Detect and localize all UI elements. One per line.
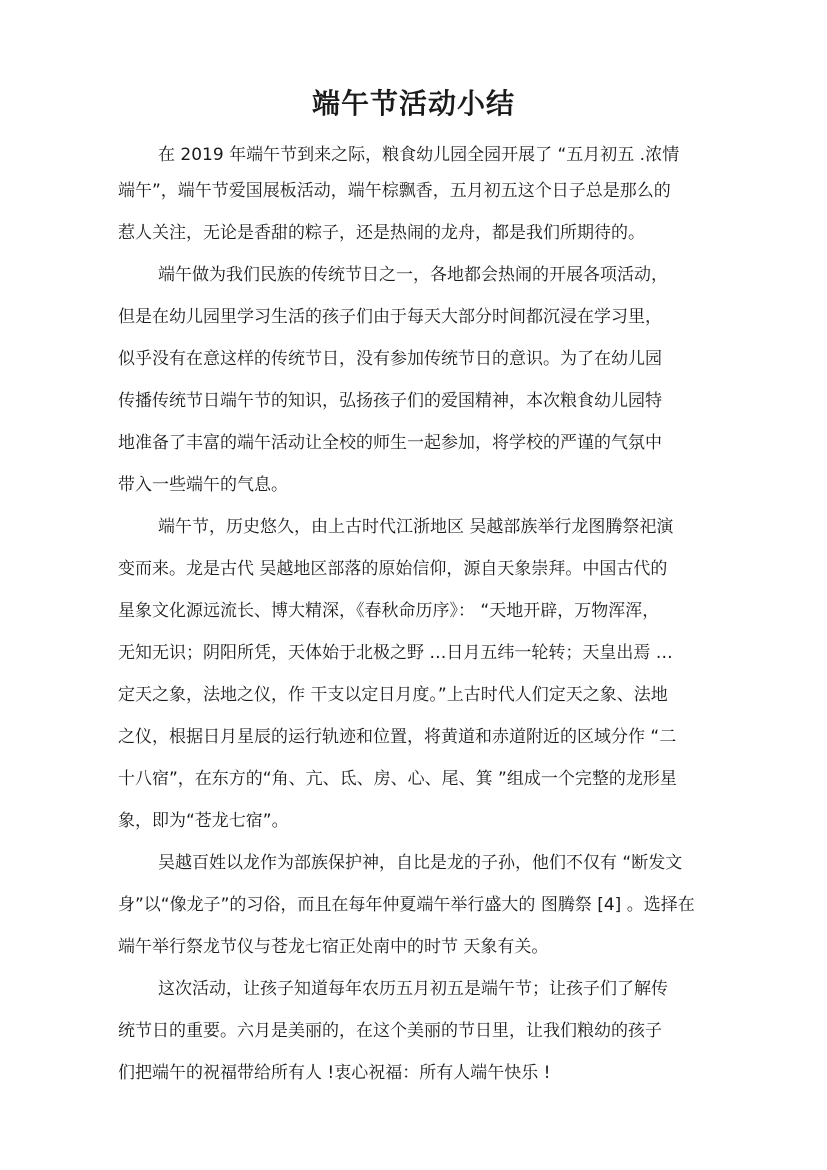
paragraph-line: 之仪，根据日月星辰的运行轨迹和位置，将黄道和赤道附近的区域分作 “二 [118, 727, 677, 747]
paragraph-line: 传播传统节日端午节的知识，弘扬孩子们的爱国精神，本次粮食幼儿园特 [118, 391, 662, 411]
paragraph-line: 端午节，历史悠久，由上古时代江浙地区 吴越部族举行龙图腾祭祀演 [158, 517, 674, 537]
paragraph-line: 定天之象，法地之仪，作 干支以定日月度。”上古时代人们定天之象、法地 [118, 685, 668, 705]
paragraph-line: 吴越百姓以龙作为部族保护神，自比是龙的子孙，他们不仅有 “断发文 [158, 853, 683, 873]
paragraph-line: 地准备了丰富的端午活动让全校的师生一起参加，将学校的严谨的气氛中 [118, 433, 662, 453]
paragraph-line: 统节日的重要。六月是美丽的，在这个美丽的节日里，让我们粮幼的孩子 [118, 1021, 662, 1041]
paragraph-line: 身”以“像龙子”的习俗，而且在每年仲夏端午举行盛大的 图腾祭 [4] 。选择在 [118, 895, 695, 915]
paragraph-line: 端午做为我们民族的传统节日之一，各地都会热闹的开展各项活动， [158, 265, 668, 285]
paragraph-line: 惹人关注，无论是香甜的粽子，还是热闹的龙舟，都是我们所期待的。 [118, 223, 645, 243]
paragraph-line: 在 2019 年端午节到来之际，粮食幼儿园全园开展了 “五月初五 .浓情 [158, 145, 680, 165]
paragraph-line: 变而来。龙是古代 吴越地区部落的原始信仰，源自天象崇拜。中国古代的 [118, 559, 668, 579]
paragraph-line: 似乎没有在意这样的传统节日，没有参加传统节日的意识。为了在幼儿园 [118, 349, 662, 369]
paragraph-line: 无知无识；阴阳所凭，天体始于北极之野 …日月五纬一轮转；天皇出焉 … [118, 643, 673, 663]
document-title: 端午节活动小结 [311, 87, 515, 120]
paragraph-line: 这次活动，让孩子知道每年农历五月初五是端午节；让孩子们了解传 [158, 979, 668, 999]
paragraph-line: 象，即为“苍龙七宿”。 [118, 811, 289, 831]
paragraph-line: 端午”，端午节爱国展板活动，端午棕飘香，五月初五这个日子总是那么的 [118, 181, 671, 201]
paragraph-line: 端午举行祭龙节仪与苍龙七宿正处南中的时节 天象有关。 [118, 937, 549, 957]
paragraph-line: 星象文化源远流长、博大精深，《春秋命历序》： “天地开辟，万物浑浑， [118, 601, 660, 621]
paragraph-line: 十八宿”，在东方的“角、亢、氐、房、心、尾、箕 ”组成一个完整的龙形星 [118, 769, 677, 789]
paragraph-line: 但是在幼儿园里学习生活的孩子们由于每天大部分时间都沉浸在学习里， [118, 307, 662, 327]
paragraph-line: 们把端午的祝福带给所有人 !衷心祝福：所有人端午快乐 ! [118, 1063, 551, 1083]
paragraph-line: 带入一些端午的气息。 [118, 475, 288, 495]
